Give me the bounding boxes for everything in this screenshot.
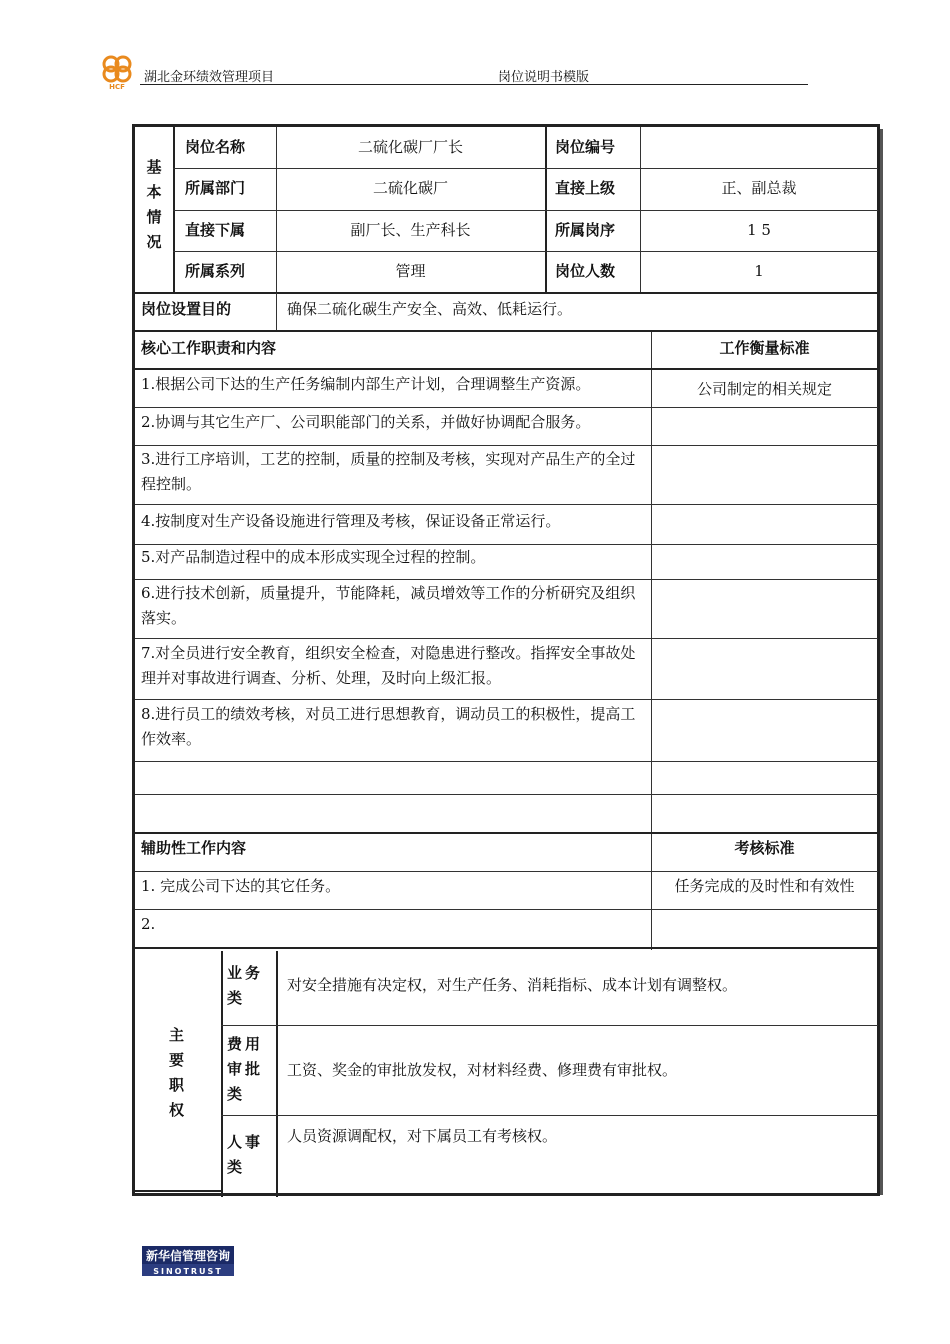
- label-purpose: 岗位设置目的: [141, 300, 232, 318]
- value-series: 管理: [395, 262, 426, 280]
- value-subordinates: 副厂长、生产科长: [350, 221, 471, 239]
- value-rank: 1 5: [747, 221, 771, 239]
- value-supervisor: 正、副总裁: [721, 179, 797, 197]
- core-item-7: 7.对全员进行安全教育，组织安全检查，对隐患进行整改。指挥安全事故处理并对事故进行调查、分析、处理，及时向上级汇报。: [141, 644, 636, 687]
- value-job-title: 二硫化碳厂厂长: [357, 138, 463, 156]
- aux-item-2: 2.: [141, 915, 156, 933]
- authority-category-business: 业务类: [227, 964, 264, 1007]
- footer-logo-en: SINOTRUST: [153, 1267, 223, 1276]
- label-job-code: 岗位编号: [555, 138, 616, 156]
- authority-category-expense: 费用审批类: [227, 1035, 264, 1103]
- label-rank: 所属岗序: [555, 221, 616, 239]
- label-department: 所属部门: [185, 179, 246, 197]
- page-header: [98, 52, 808, 90]
- aux-standard-1: 任务完成的及时性和有效性: [674, 877, 855, 895]
- label-series: 所属系列: [185, 262, 246, 280]
- value-purpose: 确保二硫化碳生产安全、高效、低耗运行。: [287, 300, 573, 318]
- header-project-title: 湖北金环绩效管理项目: [144, 70, 275, 85]
- core-item-1: 1.根据公司下达的生产任务编制内部生产计划，合理调整生产资源。: [141, 375, 591, 393]
- core-item-2: 2.协调与其它生产厂、公司职能部门的关系，并做好协调配合服务。: [141, 413, 591, 431]
- authority-section-label: 主要职权: [169, 1026, 185, 1119]
- authority-text-personnel: 人员资源调配权，对下属员工有考核权。: [287, 1127, 558, 1145]
- core-standard-1: 公司制定的相关规定: [696, 380, 832, 398]
- core-item-8: 8.进行员工的绩效考核，对员工进行思想教育，调动员工的积极性，提高工作效率。: [141, 705, 636, 748]
- label-job-title: 岗位名称: [185, 138, 246, 156]
- header-rule: [140, 84, 808, 85]
- basic-section-label: 基本情况: [146, 158, 162, 251]
- authority-category-personnel: 人事类: [227, 1133, 264, 1176]
- label-subordinates: 直接下属: [185, 221, 246, 239]
- core-item-5: 5.对产品制造过程中的成本形成实现全过程的控制。: [141, 548, 486, 566]
- authority-text-expense: 工资、奖金的审批放发权，对材料经费、修理费有审批权。: [287, 1061, 678, 1079]
- label-headcount: 岗位人数: [555, 262, 616, 280]
- value-department: 二硫化碳厂: [372, 179, 448, 197]
- authority-text-business: 对安全措施有决定权，对生产任务、消耗指标、成本计划有调整权。: [287, 976, 738, 994]
- core-header: 核心工作职责和内容: [141, 339, 277, 357]
- aux-standard-header: 考核标准: [734, 839, 795, 857]
- footer-logo-cn: 新华信管理咨询: [145, 1249, 231, 1263]
- core-item-6: 6.进行技术创新，质量提升，节能降耗，减员增效等工作的分析研究及组织落实。: [141, 584, 636, 627]
- company-logo-icon: [98, 52, 138, 90]
- core-item-4: 4.按制度对生产设备设施进行管理及考核，保证设备正常运行。: [141, 512, 561, 530]
- aux-header: 辅助性工作内容: [141, 839, 247, 857]
- job-description-table: [132, 124, 880, 1196]
- footer-logo: [142, 1246, 234, 1276]
- core-standard-header: 工作衡量标准: [719, 339, 810, 357]
- aux-item-1: 1. 完成公司下达的其它任务。: [141, 877, 341, 895]
- label-supervisor: 直接上级: [555, 179, 616, 197]
- core-item-3: 3.进行工序培训，工艺的控制，质量的控制及考核，实现对产品生产的全过程控制。: [141, 450, 636, 493]
- sinotrust-logo-icon: [142, 1246, 234, 1276]
- logo-text: HCF: [109, 83, 125, 90]
- value-headcount: 1: [754, 262, 764, 280]
- header-doc-title: 岗位说明书模版: [498, 70, 590, 85]
